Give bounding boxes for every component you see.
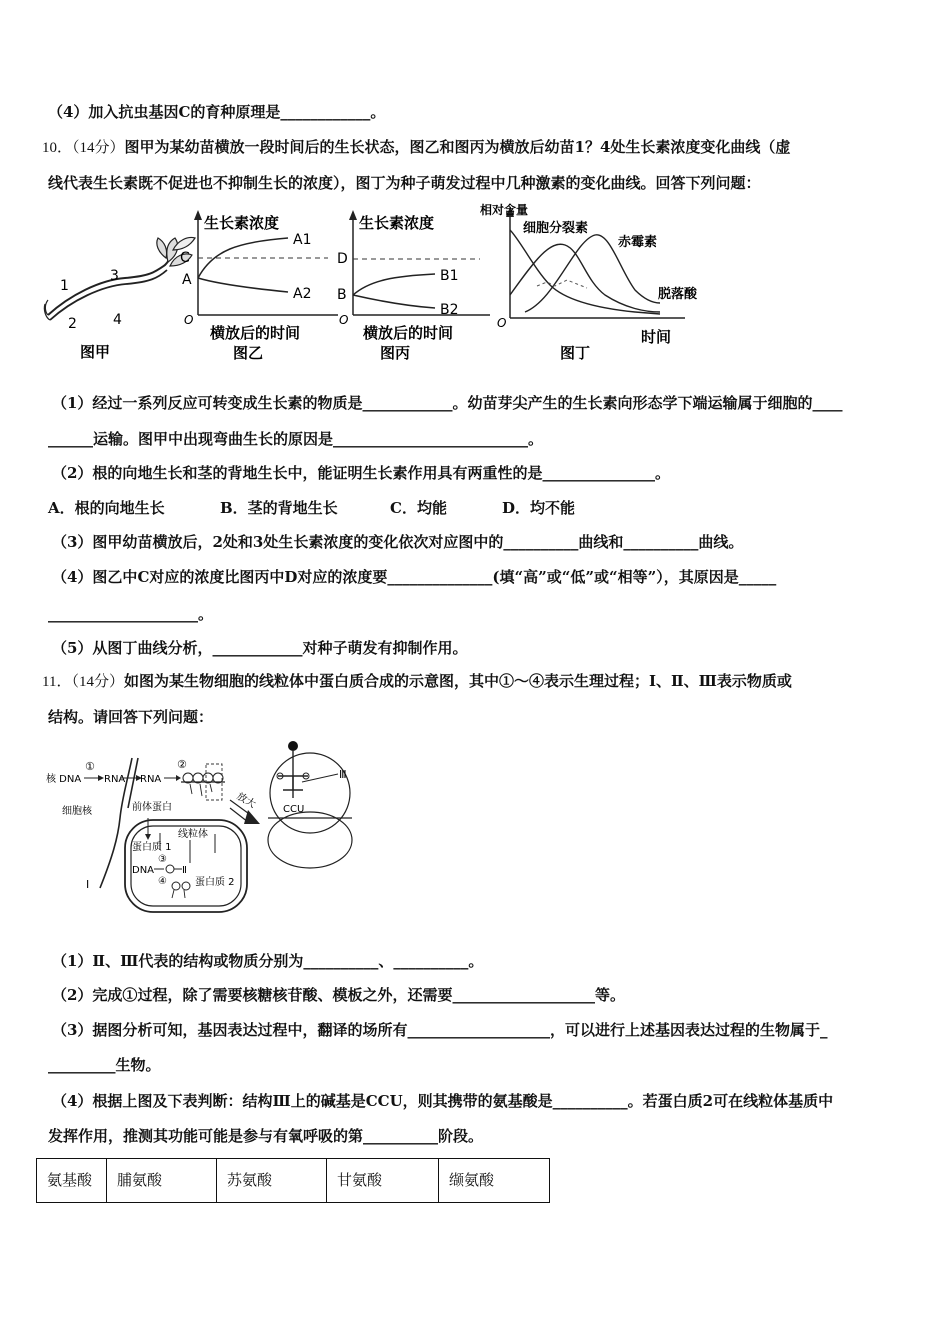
mito-rna1: RNA — [104, 774, 126, 785]
q11-number: 11．（14分） — [42, 674, 124, 690]
q11-part4-line1: （4）根据上图及下表判断：结构Ⅲ上的碱基是CCU，则其携带的氨基酸是__________。若蛋白质2可在线粒体基质中 — [52, 1092, 834, 1110]
q10-intro-line1 — [42, 136, 790, 159]
q10-part3: （3）图甲幼苗横放后，2处和3处生长素浓度的变化依次对应图中的__________曲线和__________曲线。 — [52, 533, 744, 551]
yi-tick-a: A — [182, 272, 192, 288]
ding-xlabel: 时间 — [641, 328, 672, 346]
mito-nucleus-label: 细胞核 — [62, 806, 92, 817]
mito-roman3: Ⅲ — [339, 768, 347, 781]
table-cell: 甘氨酸 — [327, 1159, 439, 1203]
bing-curve-b1: B1 — [440, 268, 459, 284]
jia-label-4: 4 — [113, 312, 122, 328]
mito-protein2: 蛋白质 2 — [195, 877, 235, 888]
figure-mitochondrion-protein-synthesis — [40, 738, 370, 923]
jia-caption: 图甲 — [80, 343, 111, 361]
ding-curve-gibberellin: 赤霉素 — [618, 235, 658, 250]
q11-part3-line2: _________生物。 — [48, 1056, 161, 1074]
bing-caption: 图丙 — [380, 344, 411, 362]
q9-part4: （4）加入抗虫基因C的育种原理是____________。 — [48, 103, 386, 121]
q11-intro-line2: 结构。请回答下列问题： — [48, 708, 214, 726]
yi-curve-a1: A1 — [293, 232, 312, 248]
mito-step3: ③ — [158, 854, 167, 865]
yi-caption: 图乙 — [233, 344, 264, 362]
q10-part2: （2）根的向地生长和茎的背地生长中，能证明生长素作用具有两重性的是_______________。 — [52, 464, 670, 482]
figure-yi — [180, 210, 338, 362]
q11-part1: （1）Ⅱ、Ⅲ代表的结构或物质分别为__________、__________。 — [52, 952, 484, 970]
option-b: B．茎的背地生长 — [220, 499, 338, 517]
ding-ylabel: 相对含量 — [480, 203, 529, 217]
ding-curve-abscisic: 脱落酸 — [658, 287, 698, 302]
q11-part3-line1: （3）据图分析可知，基因表达过程中，翻译的场所有___________________，可以进行上述基因表达过程的生物属于_ — [52, 1021, 828, 1039]
bing-tick-b: B — [337, 287, 347, 303]
yi-origin: O — [184, 313, 194, 327]
table-cell-header: 氨基酸 — [37, 1159, 107, 1203]
q10-number: 10．（14分） — [42, 140, 125, 156]
q10-part4-line2: ____________________。 — [48, 605, 214, 623]
mito-step4: ④ — [158, 876, 167, 887]
figure-jia — [44, 238, 195, 362]
option-a: A．根的向地生长 — [48, 499, 165, 517]
yi-curve-a2: A2 — [293, 286, 312, 302]
q10-part5: （5）从图丁曲线分析，____________对种子萌发有抑制作用。 — [52, 639, 468, 657]
q11-intro-line1 — [42, 670, 792, 693]
q10-part4-line1: （4）图乙中C对应的浓度比图丙中D对应的浓度要______________(填“高”或“低”或“相等”），其原因是_____ — [52, 568, 777, 586]
table-cell: 缬氨酸 — [439, 1159, 550, 1203]
mito-precursor: 前体蛋白 — [132, 802, 172, 813]
table-cell: 苏氨酸 — [217, 1159, 327, 1203]
q10-part1-line1: （1）经过一系列反应可转变成生长素的物质是____________。幼苗芽尖产生的生长素向形态学下端运输属于细胞的____ — [52, 394, 843, 412]
ding-origin: O — [497, 316, 507, 330]
figure-row-q10 — [40, 200, 740, 370]
mito-protein1: 蛋白质 1 — [132, 842, 172, 853]
mito-roman2: Ⅱ — [182, 865, 187, 876]
bing-tick-d: D — [337, 251, 348, 267]
mito-ccu: CCU — [283, 804, 305, 815]
mito-nucleus-dna: 核 DNA — [46, 774, 82, 785]
mito-roman1: Ⅰ — [86, 878, 90, 891]
amino-acid-table — [36, 1158, 550, 1203]
yi-ylabel: 生长素浓度 — [204, 214, 280, 232]
q11-part4-line2: 发挥作用，推测其功能可能是参与有氧呼吸的第__________阶段。 — [48, 1127, 484, 1145]
mito-label: 线粒体 — [178, 829, 208, 840]
table-row — [37, 1159, 550, 1203]
option-c: C．均能 — [390, 499, 447, 517]
mito-rna2: RNA — [140, 774, 162, 785]
yi-xlabel: 横放后的时间 — [210, 324, 301, 342]
mito-step2: ② — [177, 758, 187, 771]
q10-part1-line2: ______运输。图甲中出现弯曲生长的原因是__________________________。 — [48, 430, 544, 448]
bing-curve-b2: B2 — [440, 302, 459, 318]
ding-caption: 图丁 — [560, 344, 591, 362]
q10-part2-options — [48, 497, 575, 519]
bing-xlabel: 横放后的时间 — [363, 324, 454, 342]
mito-dna: DNA — [132, 865, 155, 876]
yi-tick-c: C — [180, 250, 190, 266]
jia-label-1: 1 — [60, 278, 69, 294]
jia-label-2: 2 — [68, 316, 77, 332]
jia-label-3: 3 — [110, 268, 119, 284]
mito-enlarge: 放大 — [234, 791, 258, 811]
q10-text: 图甲为某幼苗横放一段时间后的生长状态，图乙和图丙为横放后幼苗1？4处生长素浓度变化曲线（虚 — [124, 138, 791, 156]
q10-intro-line2: 线代表生长素既不促进也不抑制生长的浓度），图丁为种子萌发过程中几种激素的变化曲线。回答下列问题： — [48, 174, 761, 192]
q11-text: 如图为某生物细胞的线粒体中蛋白质合成的示意图，其中①～④表示生理过程；Ⅰ、Ⅱ、Ⅲ表示物质或 — [123, 672, 792, 690]
bing-ylabel: 生长素浓度 — [359, 214, 435, 232]
q11-part2: （2）完成①过程，除了需要核糖核苷酸、模板之外，还需要___________________等。 — [52, 986, 625, 1004]
table-cell: 脯氨酸 — [107, 1159, 217, 1203]
option-d: D．均不能 — [502, 499, 576, 517]
figure-ding — [480, 202, 698, 362]
bing-origin: O — [339, 313, 349, 327]
figure-bing — [337, 210, 490, 362]
ding-curve-cytokinin: 细胞分裂素 — [523, 221, 589, 236]
mito-step1: ① — [85, 760, 95, 773]
